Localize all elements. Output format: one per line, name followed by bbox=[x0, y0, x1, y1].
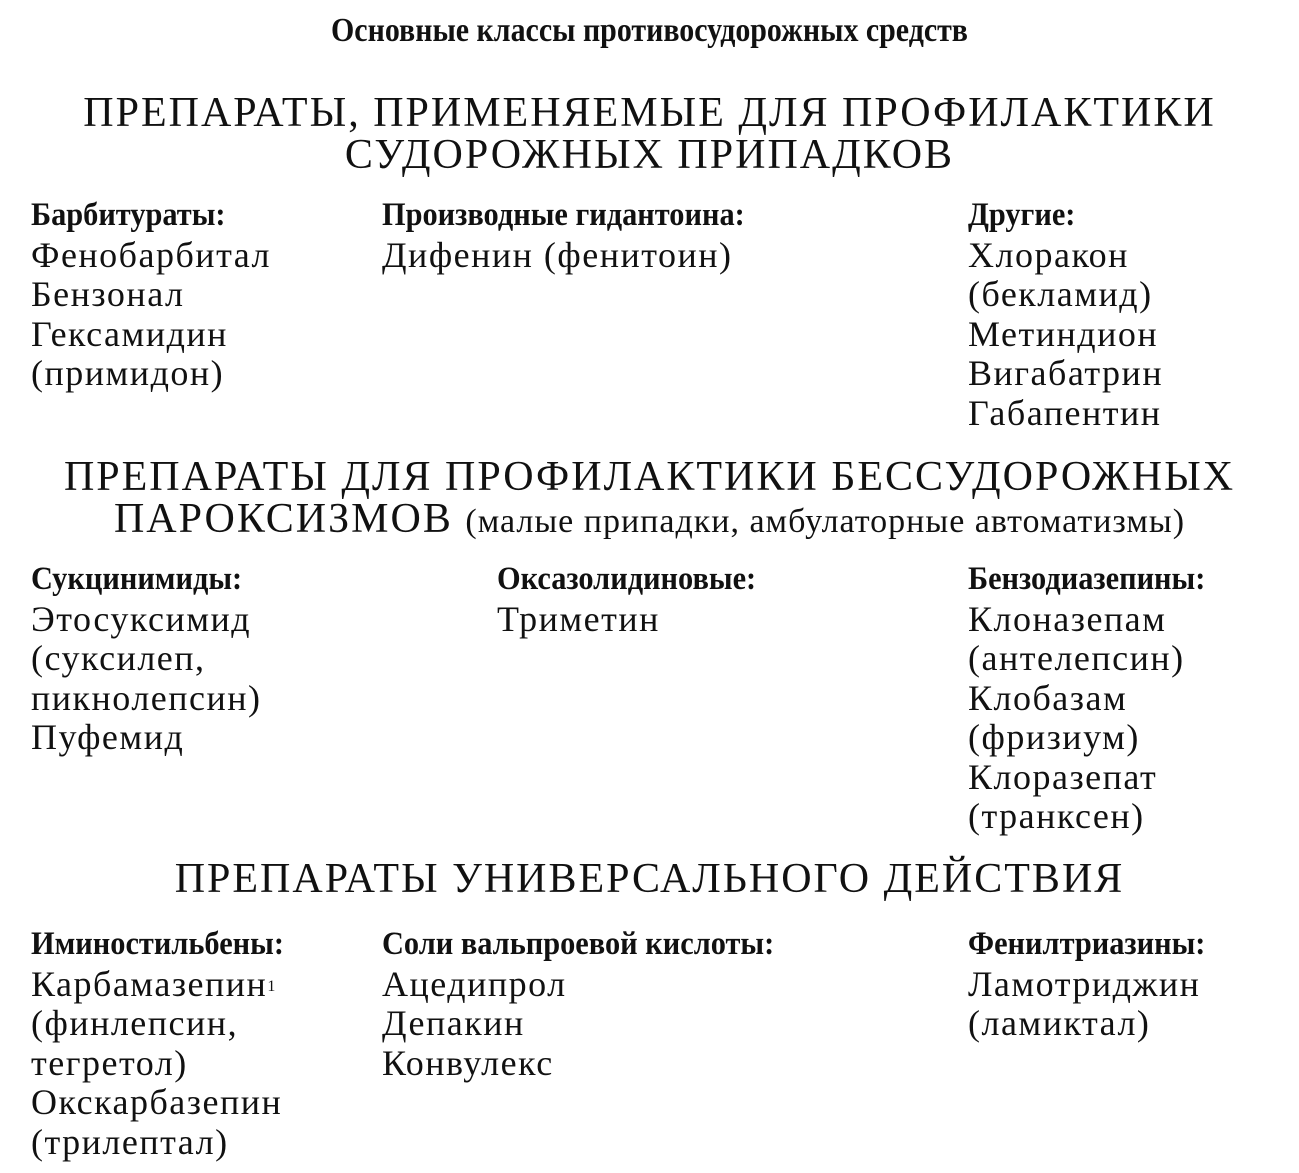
footnote-mark: 1 bbox=[267, 977, 277, 995]
drug-item: Ламотриджин bbox=[968, 963, 1201, 1004]
page-title: Основные классы противосудорожных средств bbox=[331, 12, 968, 49]
class-heading: Фенилтриазины: bbox=[968, 926, 1206, 962]
drug-item: (транксен) bbox=[968, 796, 1145, 836]
class-heading: Сукцинимиды: bbox=[31, 561, 243, 597]
drug-item: Клоразепат bbox=[968, 756, 1158, 797]
drug-item bbox=[31, 965, 306, 1005]
drug-item: Гексамидин bbox=[31, 313, 228, 354]
section-heading-prophylaxis-seizures bbox=[0, 92, 1299, 176]
drug-item: Окскарбазепин bbox=[31, 1082, 283, 1122]
section-heading-line: ПРЕПАРАТЫ ДЛЯ ПРОФИЛАКТИКИ БЕССУДОРОЖНЫХ bbox=[63, 454, 1236, 500]
drug-item: Конвулекс bbox=[382, 1042, 554, 1083]
drug-item: (суксилеп, bbox=[31, 638, 206, 678]
section-heading-main: ПАРОКСИЗМОВ bbox=[113, 496, 453, 542]
drug-item: Хлоракон bbox=[968, 234, 1129, 275]
class-heading: Производные гидантоина: bbox=[382, 197, 745, 233]
section-heading-line: СУДОРОЖНЫХ ПРИПАДКОВ bbox=[344, 132, 955, 178]
class-heading: Иминостильбены: bbox=[31, 926, 284, 962]
drug-item: Депакин bbox=[382, 1003, 525, 1043]
class-column-phenyltriazines bbox=[968, 925, 1226, 1044]
drug-item: Габапентин bbox=[968, 392, 1162, 433]
section-heading-line: ПРЕПАРАТЫ УНИВЕРСАЛЬНОГО ДЕЙСТВИЯ bbox=[174, 856, 1125, 902]
class-column-valproates bbox=[382, 925, 808, 1083]
drug-item: тегретол) bbox=[31, 1042, 188, 1083]
drug-item: (антелепсин) bbox=[968, 638, 1185, 678]
drug-item: Фенобарбитал bbox=[31, 234, 271, 275]
drug-item: Этосуксимид bbox=[31, 598, 252, 639]
drug-item: Клоназепам bbox=[968, 598, 1167, 639]
drug-item: (примидон) bbox=[31, 353, 225, 393]
drug-name: Карбамазепин bbox=[31, 963, 268, 1004]
drug-item: (трилептал) bbox=[31, 1121, 229, 1162]
class-column-iminostilbenes bbox=[31, 925, 306, 1162]
section-heading-universal bbox=[0, 858, 1299, 900]
drug-item: (бекламид) bbox=[968, 274, 1153, 314]
section-heading-line bbox=[0, 498, 1299, 543]
drug-item: Вигабатрин bbox=[968, 353, 1164, 393]
drug-item: Пуфемид bbox=[31, 717, 185, 757]
drug-item: (фризиум) bbox=[968, 717, 1140, 757]
drug-item: Ацедипрол bbox=[382, 963, 567, 1004]
section-heading-line: ПРЕПАРАТЫ, ПРИМЕНЯЕМЫЕ ДЛЯ ПРОФИЛАКТИКИ bbox=[83, 90, 1216, 136]
class-column-benzodiazepines bbox=[968, 560, 1226, 837]
drug-item: (финлепсин, bbox=[31, 1003, 239, 1043]
class-heading: Другие: bbox=[968, 197, 1076, 233]
section-heading-nonconvulsive bbox=[0, 456, 1299, 543]
drug-item: Клобазам bbox=[968, 677, 1128, 718]
class-heading: Бензодиазепины: bbox=[968, 561, 1206, 597]
drug-item: Бензонал bbox=[31, 274, 185, 314]
class-column-hydantoins bbox=[382, 196, 776, 275]
drug-item: (ламиктал) bbox=[968, 1003, 1151, 1043]
class-heading: Оксазолидиновые: bbox=[497, 561, 757, 597]
class-column-barbiturates bbox=[31, 196, 271, 394]
class-heading: Барбитураты: bbox=[31, 197, 226, 233]
drug-item: Триметин bbox=[497, 598, 660, 639]
class-column-succinimides bbox=[31, 560, 262, 758]
section-heading-note: (малые припадки, амбулаторные автоматизмы) bbox=[465, 503, 1186, 540]
class-heading: Соли вальпроевой кислоты: bbox=[382, 926, 775, 962]
drug-item: пикнолепсин) bbox=[31, 677, 262, 718]
class-column-other bbox=[968, 196, 1163, 433]
drug-item: Дифенин (фенитоин) bbox=[382, 234, 733, 275]
drug-item: Метиндион bbox=[968, 313, 1159, 354]
class-column-oxazolidinediones bbox=[497, 560, 779, 639]
